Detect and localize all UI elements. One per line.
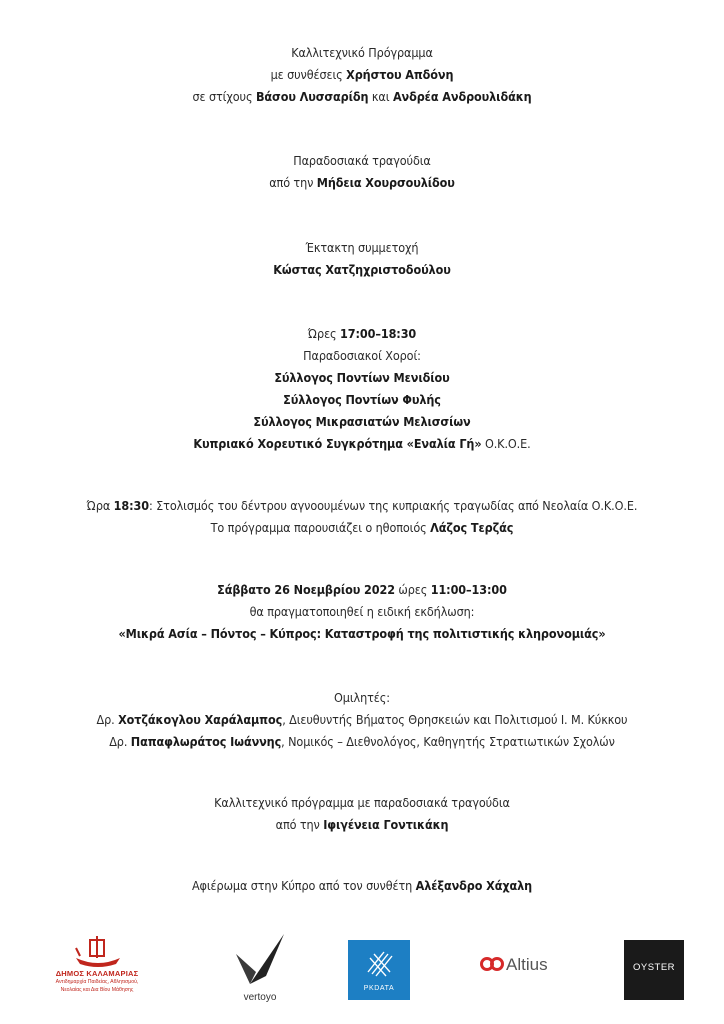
dance-hours: 17:00–18:30 [340, 326, 417, 341]
tribute-composer-name: Αλέξανδρο Χάχαλη [415, 878, 533, 893]
singer-line: από την Μήδεια Χουρσουλίδου [269, 175, 455, 190]
lyricist-name-1: Βάσου Λυσσαρίδη [255, 89, 369, 104]
altius-infinity-icon [480, 956, 504, 972]
special-guest-name: Κώστας Χατζηχριστοδούλου [273, 262, 451, 277]
tree-decoration-time: 18:30 [113, 498, 149, 513]
art-program-heading: Καλλιτεχνικό πρόγραμμα με παραδοσιακά τραγούδια [214, 795, 510, 810]
vertoyo-checkmark-icon [232, 932, 288, 990]
art-program-singer-name: Ιφιγένεια Γοντικάκη [323, 817, 449, 832]
altius-logo-text: Altius [506, 955, 548, 974]
vertoyo-logo-text: vertoyo [243, 992, 277, 1003]
oyster-logo-text: OYSTER [632, 962, 676, 973]
speaker-1-line: Δρ. Χοτζάκογλου Χαράλαμπος, Διευθυντής Βήματος Θρησκειών και Πολιτισμού Ι. Μ. Κύκκου [96, 712, 628, 727]
presenter-name: Λάζος Τερζάς [430, 520, 514, 535]
kalamaria-subtitle-2: Νεολαίας και Δια Βίου Μάθησης [60, 987, 134, 993]
lyrics-line: σε στίχους Βάσου Λυσσαρίδη και Ανδρέα Ανδρουλιδάκη [192, 89, 532, 104]
speaker-1-name: Χοτζάκογλου Χαράλαμπος [118, 712, 283, 727]
presenter-line: Το πρόγραμμα παρουσιάζει ο ηθοποιός Λάζος Τερζάς [210, 520, 514, 535]
kalamaria-logo [38, 970, 156, 994]
pkdata-logo-text: PKDATA [363, 985, 395, 992]
program-title: Καλλιτεχνικό Πρόγραμμα [291, 45, 433, 60]
tribute-line: Αφιέρωμα στην Κύπρο από τον συνθέτη Αλέξανδρο Χάχαλη [191, 878, 533, 893]
art-program-singer-line: από την Ιφιγένεια Γοντικάκη [275, 817, 449, 832]
event-date: Σάββατο 26 Νοεμβρίου 2022 [217, 582, 395, 597]
special-guest-heading: Έκτακτη συμμετοχή [305, 240, 419, 255]
speaker-2-line: Δρ. Παπαφλωράτος Ιωάννης, Νομικός – Διεθνολόγος, Καθηγητής Στρατιωτικών Σχολών [109, 734, 615, 749]
event-date-line: Σάββατο 26 Νοεμβρίου 2022 ώρες 11:00–13:00 [217, 582, 507, 597]
dance-group-1: Σύλλογος Ποντίων Μενιδίου [274, 370, 450, 385]
composer-name: Χρήστου Απδόνη [346, 67, 454, 82]
kalamaria-subtitle-1: Αντιδημαρχία Παιδείας, Αθλητισμού, [55, 979, 139, 985]
event-title: «Μικρά Ασία – Πόντος – Κύπρος: Καταστροφή της πολιτιστικής κληρονομιάς» [118, 626, 606, 641]
kalamaria-title: ΔΗΜΟΣ ΚΑΛΑΜΑΡΙΑΣ [55, 969, 139, 978]
dance-group-4: Κυπριακό Χορευτικό Συγκρότημα «Εναλία Γή» Ο.Κ.Ο.Ε. [193, 436, 531, 451]
speakers-heading: Ομιλητές: [334, 690, 390, 705]
event-hours: 11:00–13:00 [430, 582, 507, 597]
speaker-2-name: Παπαφλωράτος Ιωάννης [130, 734, 282, 749]
kalamaria-ship-icon [72, 934, 124, 970]
pkdata-grid-icon [364, 946, 394, 980]
tree-decoration-line: Ώρα 18:30: Στολισμός του δέντρου αγνοουμένων της κυπριακής τραγωδίας από Νεολαία Ο.Κ.Ο.Ε. [86, 498, 638, 513]
dance-group-3: Σύλλογος Μικρασιατών Μελισσίων [253, 414, 471, 429]
composer-line: με συνθέσεις Χρήστου Απδόνη [270, 67, 454, 82]
traditional-dances-heading: Παραδοσιακοί Χοροί: [303, 348, 421, 363]
event-intro-line: θα πραγματοποιηθεί η ειδική εκδήλωση: [249, 604, 475, 619]
lyricist-name-2: Ανδρέα Ανδρουλιδάκη [392, 89, 532, 104]
singer-name: Μήδεια Χουρσουλίδου [316, 175, 455, 190]
traditional-songs-heading: Παραδοσιακά τραγούδια [293, 153, 431, 168]
dance-group-2: Σύλλογος Ποντίων Φυλής [283, 392, 441, 407]
dance-hours-line: Ώρες 17:00–18:30 [307, 326, 417, 341]
